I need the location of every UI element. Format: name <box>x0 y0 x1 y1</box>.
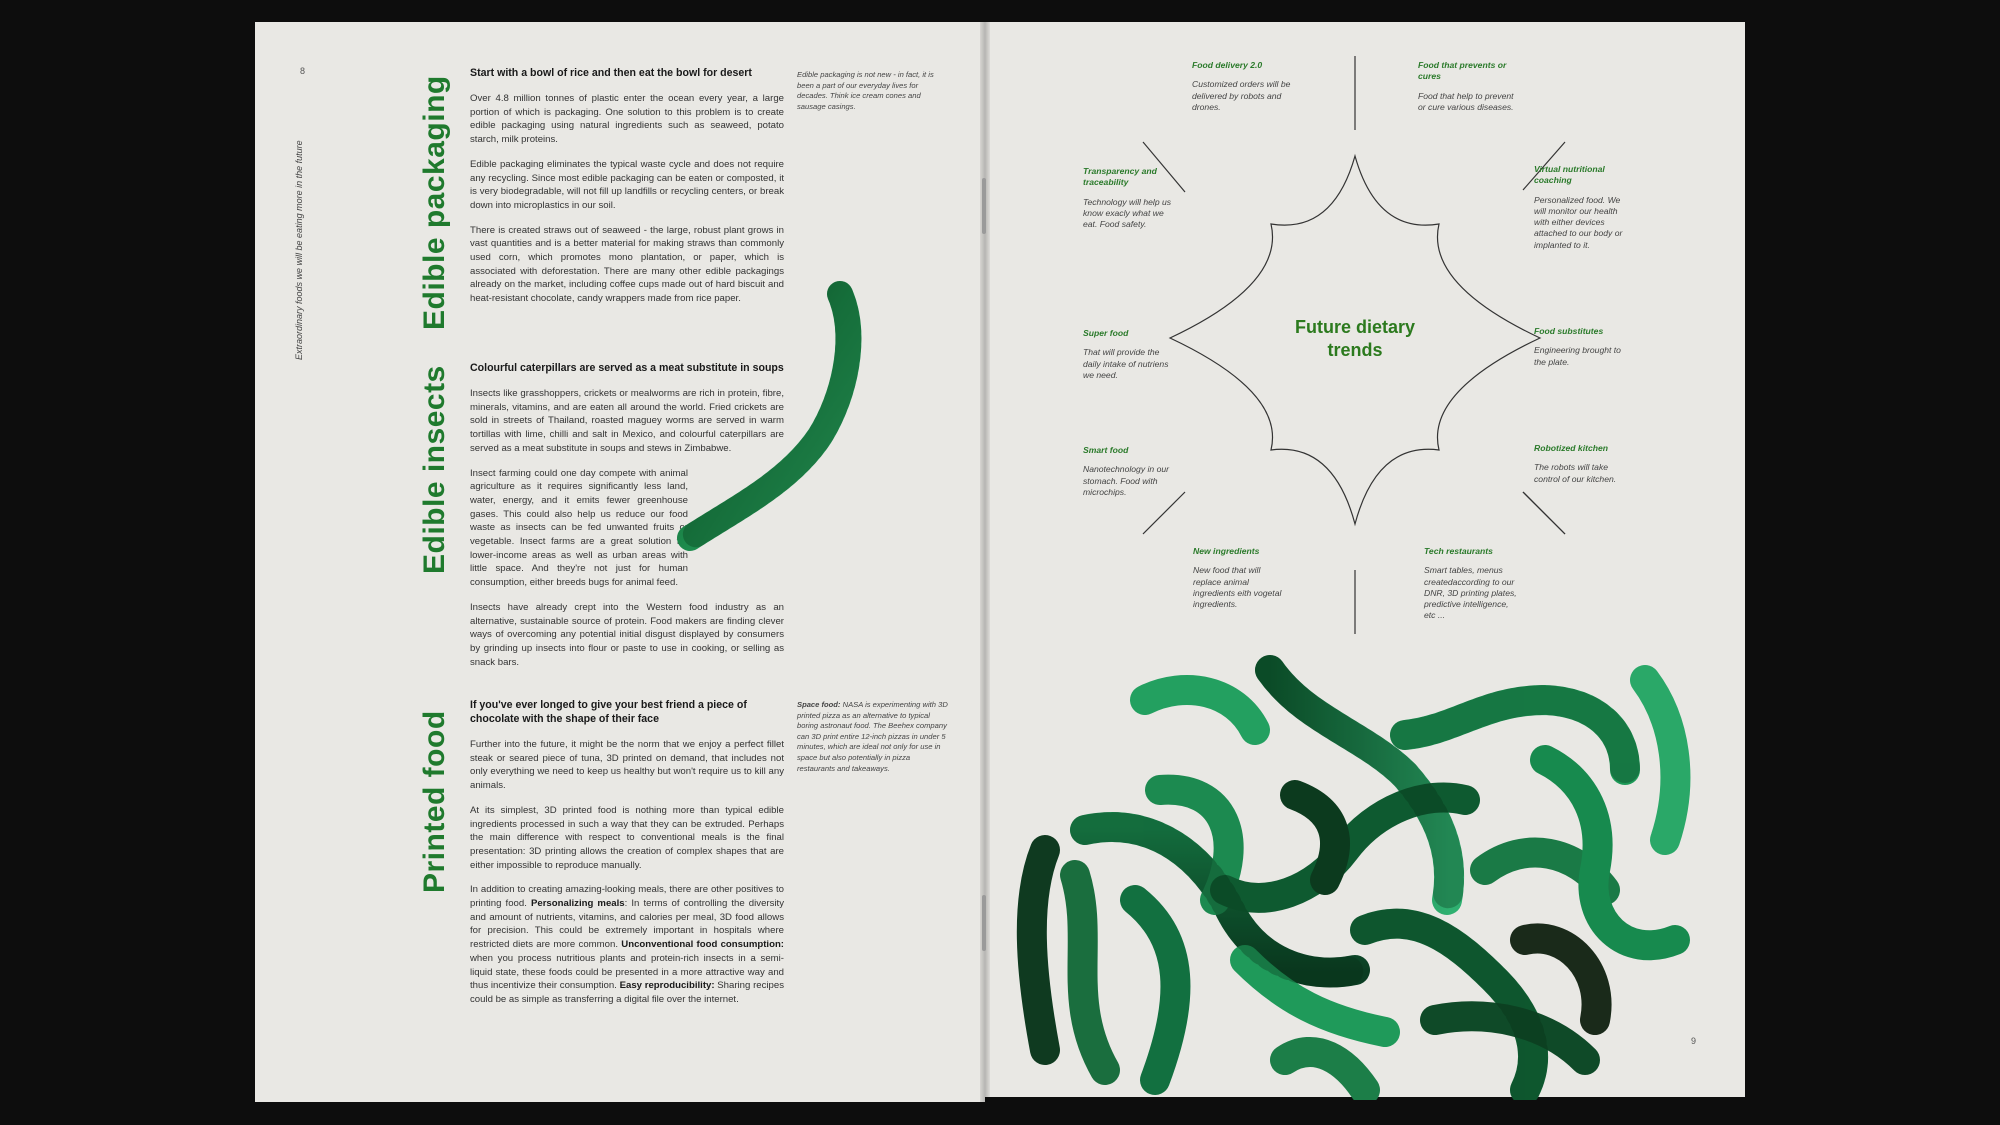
section-heading: Colourful caterpillars are served as a meat substitute in soups <box>470 362 784 374</box>
trend-item <box>1083 166 1179 230</box>
diagram-center-title: Future dietary trends <box>1294 317 1416 360</box>
trend-item <box>1083 328 1179 381</box>
paragraph: Over 4.8 million tonnes of plastic enter the ocean every year, a large portion of which is packaging. One solution to this problem is to create edible packaging using natural ingredients such as seaweed, potato starch, milk proteins. <box>470 93 784 146</box>
trend-item <box>1418 60 1518 113</box>
bold-term: Unconventional food consumption: <box>621 939 785 951</box>
trend-title: Tech restaurants <box>1424 546 1493 556</box>
paragraph: Insects like grasshoppers, crickets or mealworms are rich in protein, fibre, minerals, vitamins, and are eaten all around the world. Fried crickets are sold in streets of Thailand, roasted maguey worms are served in warm tortillas with lime, chilli and salt in Mexico, and colourful caterpillars are served as a meat substitute in soups and stews in Zimbabwe. <box>470 388 784 454</box>
paragraph: At its simplest, 3D printed food is nothing more than typical edible ingredients processed in such a way that they can be extruded. Perhaps the main difference with respect to conventional meals is the final presentation: 3D printing allows the creation of complex shapes that are either impossible to reproduce manually. <box>470 804 784 871</box>
sidenote-text: NASA is experimenting with 3D printed pizza as an alternative to typical boring astronaut food. The Beehex company can 3D print entire 12-inch pizzas in under 5 minutes, which are ideal not only for use in space but also potentially in pizza restaurants and takeaways. <box>797 700 948 773</box>
trend-title: Super food <box>1083 328 1129 338</box>
trend-item <box>1534 326 1634 368</box>
trend-title: Transparency and traceability <box>1083 166 1157 188</box>
bold-term: Personalizing meals <box>530 898 625 910</box>
paragraph: There is created straws out of seaweed - the large, robust plant grows in vast quantities and is a better material for making straws than commonly used corn, which promotes mono plantation, or paper, which is associated with deforestation. There are many other edible packagings already on the market, including coffee cups made out of hard biscuit and heat-resistant chocolate, candy wrappers made from rice paper. <box>470 224 784 305</box>
paragraph <box>470 883 784 1006</box>
trend-text: Technology will help us know exacly what we eat. Food safety. <box>1083 196 1172 230</box>
trend-text: The robots will take control of our kitchen. <box>1534 462 1617 484</box>
sidenote-printed-food <box>797 700 949 774</box>
text: Sharing recipes could be as simple as transferring a digital file over the internet. <box>470 980 784 1005</box>
section-heading: If you've ever longed to give your best friend a piece of chocolate with the shape of their face <box>470 699 747 725</box>
page-number-left: 8 <box>300 66 306 76</box>
running-head: Extraordinary foods we will be eating more in the future <box>294 140 304 360</box>
trend-title: Virtual nutritional coaching <box>1534 164 1605 186</box>
trend-title: Food delivery 2.0 <box>1192 60 1263 70</box>
trend-item <box>1534 164 1634 251</box>
paragraph: Insects have already crept into the Western food industry as an alternative, sustainable source of protein. Food makers are finding clever ways of overcoming any potential initial disgust displayed by consumers by grinding up insects into flour or paste to use in cooking, or selling as snack bars. <box>470 601 784 668</box>
bold-term: Easy reproducibility: <box>619 980 715 992</box>
text: : In terms of controlling the diversity and amount of nutrients, vitamins, and calories per meal, 3D food allows for precision. This could be extremely important in hospitals where restricted diets are more common. <box>470 898 784 951</box>
sidenote-edible-packaging: Edible packaging is not new - in fact, it is been a part of our everyday lives for decades. Think ice cream cones and sausage casings. <box>797 70 934 111</box>
paragraph: Further into the future, it might be the norm that we enjoy a perfect fillet steak or seared piece of tuna, 3D printed on demand, that includes not only everything we need to keep us healthy but won't require us to kill any animals. <box>470 739 784 792</box>
trend-text: Engineering brought to the plate. <box>1534 345 1621 367</box>
page-number-right: 9 <box>1691 1036 1697 1046</box>
section-title-edible-packaging: Edible packaging <box>418 75 451 330</box>
trend-item <box>1534 443 1634 485</box>
section-heading: Start with a bowl of rice and then eat the bowl for desert <box>470 67 752 79</box>
text: when you process nutritious plants and protein-rich insects in a semi-liquid state, these foods could be presented in a more attractive way and thus incentivize their consumption. <box>470 952 784 992</box>
text: In addition to creating amazing-looking meals, there are other positives to printing food. <box>470 884 784 910</box>
trend-text: Smart tables, menus createdaccording to our DNR, 3D printing plates, predictive intelligence, etc ... <box>1424 565 1517 621</box>
trend-text: Personalized food. We will monitor our health with either devices attached to our body or implanted to it. <box>1534 194 1623 250</box>
trend-title: Food that prevents or cures <box>1418 60 1507 82</box>
trend-text: Customized orders will be delivered by robots and drones. <box>1192 79 1291 112</box>
trend-text: Nanotechnology in our stomach. Food with microchips. <box>1083 464 1169 497</box>
gummy-worm-image <box>670 276 870 566</box>
gummy-worms-pile-image <box>985 640 1745 1100</box>
paragraph: Edible packaging eliminates the typical waste cycle and does not require any recycling. Since most edible packaging can be eaten or composted, it is very biodegradable, will not fill up landfills or recycling centers, or break down into microplastics in our soil. <box>470 158 784 211</box>
trend-title: New ingredients <box>1193 546 1260 556</box>
trend-title: Smart food <box>1083 445 1129 455</box>
paragraph: Insect farming could one day compete with animal agriculture as it requires significantly less land, water, energy, and it emits fewer greenhouse gases. This could also help us reduce our food waste as insects can be fed unwanted fruits or vegetable. Insect farms are a great solution for lower-income areas as well as urban areas with little space. And they're not just for human consumption, either breeds bugs for animal feed. <box>470 467 688 589</box>
trend-text: That will provide the daily intake of nutriens we need. <box>1083 347 1169 380</box>
section-printed-food <box>470 698 784 1018</box>
sidenote-lead: Space food: <box>797 700 841 709</box>
divider-line <box>1143 492 1185 534</box>
trend-item <box>1424 546 1520 622</box>
section-title-edible-insects: Edible insects <box>418 365 451 574</box>
section-title-printed-food: Printed food <box>418 710 451 893</box>
trend-item <box>1083 445 1179 498</box>
trend-item <box>1192 60 1292 113</box>
trend-title: Robotized kitchen <box>1534 443 1609 453</box>
divider-line <box>1523 492 1565 534</box>
trend-text: Food that help to prevent or cure various diseases. <box>1418 90 1514 112</box>
trend-title: Food substitutes <box>1534 326 1604 336</box>
trend-text: New food that will replace animal ingredients eith vogetal ingredients. <box>1193 565 1282 610</box>
trend-item <box>1193 546 1289 610</box>
